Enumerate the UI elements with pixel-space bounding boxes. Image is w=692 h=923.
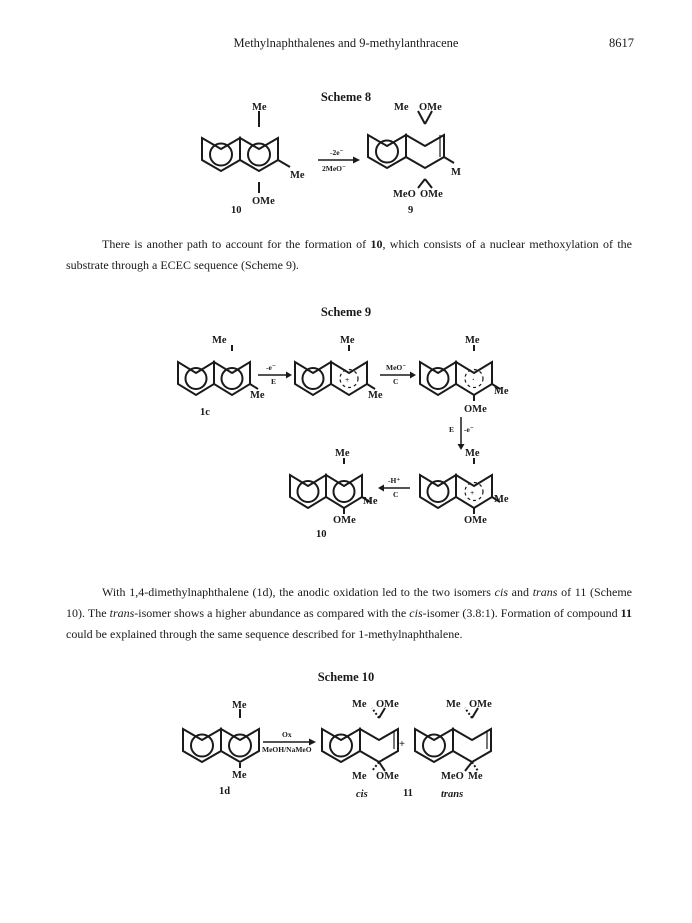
arrow-reagent: E [271,377,277,386]
paragraph-text: could be explained through the same sequence described for 1-methylnaphthalene. [66,627,463,641]
me-label: Me [494,386,509,397]
me-label: Me [352,771,367,782]
arrow-reagent: -e⁻ [464,425,474,434]
compound-number: 9 [408,205,414,216]
scheme-10-title: Scheme 10 [317,670,375,684]
scheme-10-trans-isomer [415,708,491,771]
paragraph-text: -isomer (3.8:1). Formation of compound [422,606,621,620]
plus-sign: + [399,739,405,750]
me-label: Me [468,771,483,782]
paragraph-text: and [508,585,533,599]
me-label: Me [363,496,378,507]
ome-label: OMe [464,404,487,415]
paragraph-text: , which consists of a nuclear methoxylation of the substrate through a ECEC sequence (Scheme 9). [66,237,632,272]
arrow-reagent: -2e⁻ [330,148,344,157]
trans-term: trans [532,585,558,599]
radical-dot: · [472,375,475,384]
scheme-8-product [368,111,454,188]
me-label: Me [465,335,480,346]
trans-term: trans [109,606,135,620]
me-label: Me [252,102,267,113]
scheme-9-title: Scheme 9 [320,305,372,319]
arrow-reagent: E [449,425,455,434]
ome-label: OMe [469,699,492,710]
scheme-9-methoxy-cation [420,458,500,514]
meo-label: MeO [393,189,416,200]
arrow-reagent: MeO⁻ [386,363,407,372]
scheme-9-methoxy-radical [420,345,500,401]
paragraph-text: With 1,4-dimethylnaphthalene (1d), the anodic oxidation led to the two isomers [102,585,495,599]
ome-label: OMe [419,102,442,113]
compound-number: 11 [403,788,413,799]
ome-label: OMe [252,196,275,207]
charge-plus: + [470,488,475,497]
isomer-label: cis [356,789,368,800]
paragraph-text: There is another path to account for the formation of [102,237,371,251]
compound-number: 1c [200,407,210,418]
scheme-9-1c [178,345,258,395]
arrow-reagent: 2MeO⁻ [322,164,346,173]
compound-number: 10 [231,205,242,216]
compound-number: 10 [316,529,327,540]
paragraph-text: of 11 (Scheme 10). The [66,585,632,620]
ome-label: OMe [420,189,443,200]
me-label: Me [232,700,247,711]
me-label: Me [446,699,461,710]
me-label: Me [352,699,367,710]
scheme-9-compound-10 [290,458,370,514]
cis-term: cis [494,585,508,599]
meo-label: MeO [441,771,464,782]
me-label: Me [250,390,265,401]
me-label: Me [465,448,480,459]
ome-label: OMe [464,515,487,526]
ome-label: OMe [333,515,356,526]
scheme-10-1d [183,709,259,768]
me-label: Me [212,335,227,346]
scheme-8-title: Scheme 8 [320,90,372,104]
compound-ref: 11 [620,606,633,620]
scheme-8-reactant [202,111,290,193]
me-label: Me [494,494,509,505]
isomer-label: trans [441,789,464,800]
charge-plus: + [345,375,350,384]
arrow-reagent: MeOH/NaMeO [262,745,312,754]
cis-term: cis [409,606,423,620]
methyl-bond [278,160,290,167]
arrow-reagent: C [393,377,399,386]
arrow-reagent: -e⁻ [266,363,276,372]
me-label: Me [368,390,383,401]
me-label: Me [232,770,247,781]
page-number: 8617 [609,36,634,50]
me-label: M [451,167,461,178]
compound-number: 1d [219,786,231,797]
me-label: Me [290,170,305,181]
me-label: Me [335,448,350,459]
arrow-reagent: C [393,490,399,499]
scheme-9-radical-cation [295,345,375,395]
me-label: Me [394,102,409,113]
ome-label: OMe [376,771,399,782]
arrow-reagent: Ox [282,730,292,739]
running-header: Methylnaphthalenes and 9-methylanthracene [233,36,459,50]
arrow-reagent: -H⁺ [388,476,401,485]
naphthalene-ring [202,138,278,171]
compound-ref: 10 [370,237,383,251]
me-label: Me [340,335,355,346]
paragraph-text: -isomer shows a higher abundance as compared with the [134,606,410,620]
scheme-10-cis-isomer [322,708,398,771]
ome-label: OMe [376,699,399,710]
reaction-arrow [318,157,360,164]
